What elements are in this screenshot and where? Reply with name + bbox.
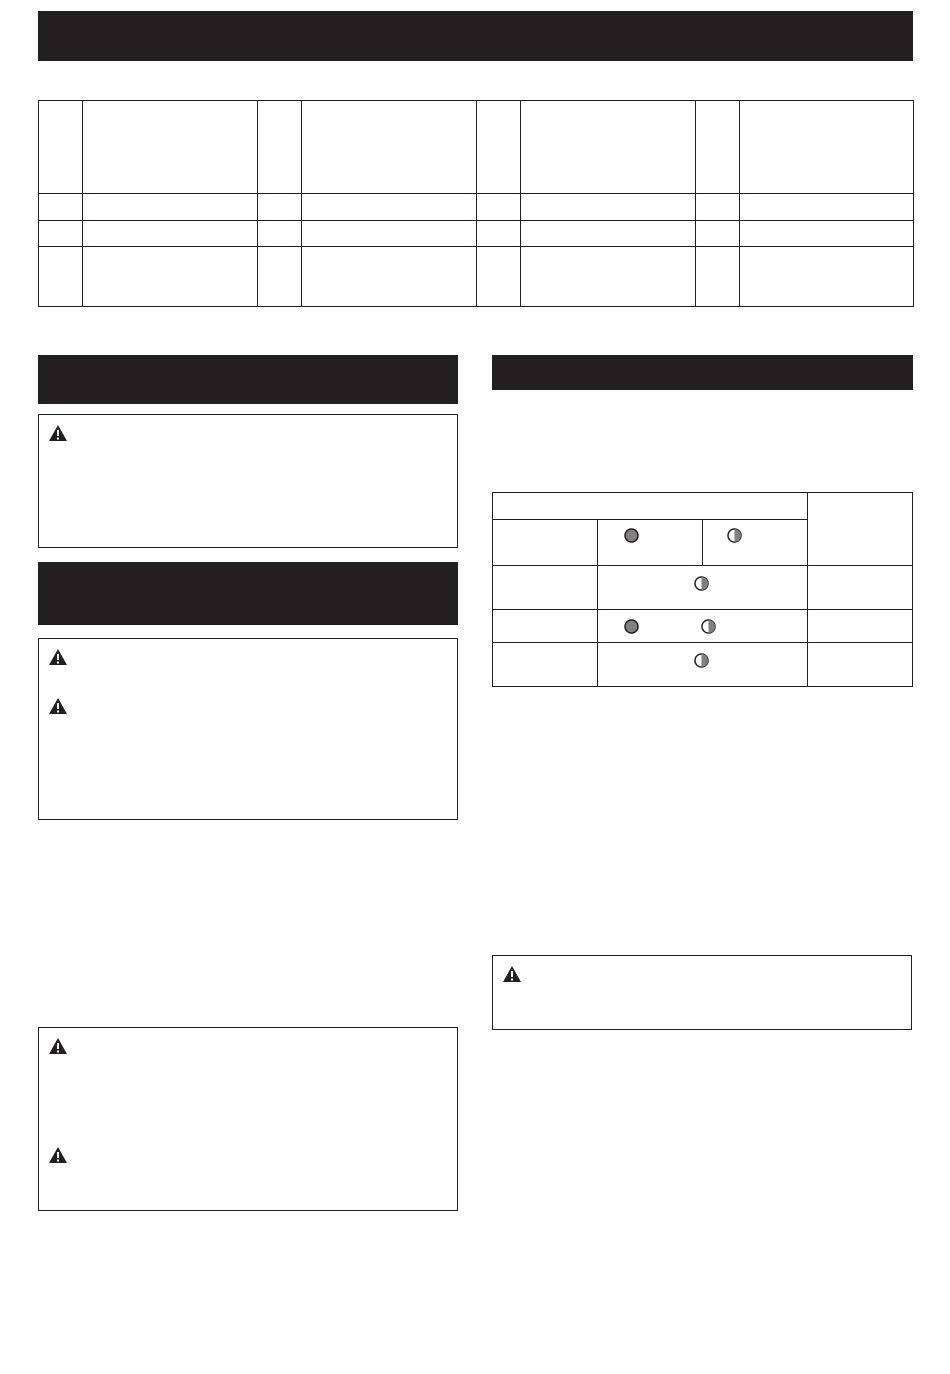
table-cell — [83, 220, 258, 246]
table-cell — [493, 643, 598, 687]
table-cell — [477, 246, 521, 306]
table-cell — [808, 566, 913, 610]
lamp-half-lit-icon — [694, 653, 709, 668]
table-row — [39, 194, 914, 220]
table-cell — [740, 246, 914, 306]
table-cell — [39, 194, 83, 220]
table-header-cell — [808, 493, 913, 566]
table-cell — [493, 520, 598, 566]
table-cell — [808, 643, 913, 687]
table-row — [493, 566, 913, 610]
warning-triangle-icon — [48, 1146, 68, 1164]
table-row — [493, 643, 913, 687]
description-header-bar — [492, 355, 913, 390]
table-cell — [521, 246, 696, 306]
table-cell — [302, 220, 477, 246]
warning-box — [492, 955, 912, 1030]
table-cell — [39, 246, 83, 306]
table-cell — [740, 220, 914, 246]
table-cell — [258, 246, 302, 306]
table-header-cell — [493, 493, 808, 520]
table-cell — [598, 610, 808, 643]
table-cell — [696, 101, 740, 194]
table-cell — [493, 566, 598, 610]
table-row — [39, 101, 914, 194]
warning-triangle-icon — [48, 648, 68, 666]
lamp-half-lit-icon — [694, 576, 709, 591]
table-cell — [598, 643, 808, 687]
lamp-lit-icon — [624, 528, 639, 543]
table-cell — [477, 101, 521, 194]
table-cell — [302, 246, 477, 306]
lamp-lit-icon — [624, 619, 639, 634]
table-cell — [696, 246, 740, 306]
table-cell — [258, 101, 302, 194]
table-cell — [703, 520, 808, 566]
table-cell — [808, 610, 913, 643]
table-cell — [302, 101, 477, 194]
table-cell — [521, 101, 696, 194]
parts-table — [38, 100, 914, 307]
table-cell — [258, 194, 302, 220]
lamp-half-lit-icon — [727, 528, 742, 543]
warning-triangle-icon — [48, 1037, 68, 1055]
warning-triangle-icon — [48, 697, 68, 715]
table-cell — [258, 220, 302, 246]
table-cell — [696, 220, 740, 246]
table-row — [39, 220, 914, 246]
warning-box — [38, 638, 458, 820]
table-cell — [477, 220, 521, 246]
warning-box — [38, 1027, 458, 1211]
warning-triangle-icon — [502, 965, 522, 983]
warning-triangle-icon — [48, 424, 68, 442]
table-cell — [696, 194, 740, 220]
table-cell — [598, 520, 703, 566]
table-cell — [521, 220, 696, 246]
table-cell — [740, 101, 914, 194]
warning-box — [38, 414, 458, 548]
indicator-table — [492, 492, 913, 687]
table-row — [493, 493, 913, 520]
table-cell — [521, 194, 696, 220]
specifications-header-bar — [38, 355, 458, 404]
safety-header-bar — [38, 562, 458, 625]
section-header-bar — [38, 11, 913, 61]
table-cell — [302, 194, 477, 220]
table-cell — [83, 194, 258, 220]
table-row — [493, 610, 913, 643]
table-cell — [740, 194, 914, 220]
table-cell — [83, 246, 258, 306]
table-row — [39, 246, 914, 306]
table-cell — [477, 194, 521, 220]
table-cell — [83, 101, 258, 194]
table-cell — [39, 101, 83, 194]
lamp-half-lit-icon — [701, 619, 716, 634]
table-cell — [598, 566, 808, 610]
table-cell — [39, 220, 83, 246]
table-cell — [493, 610, 598, 643]
